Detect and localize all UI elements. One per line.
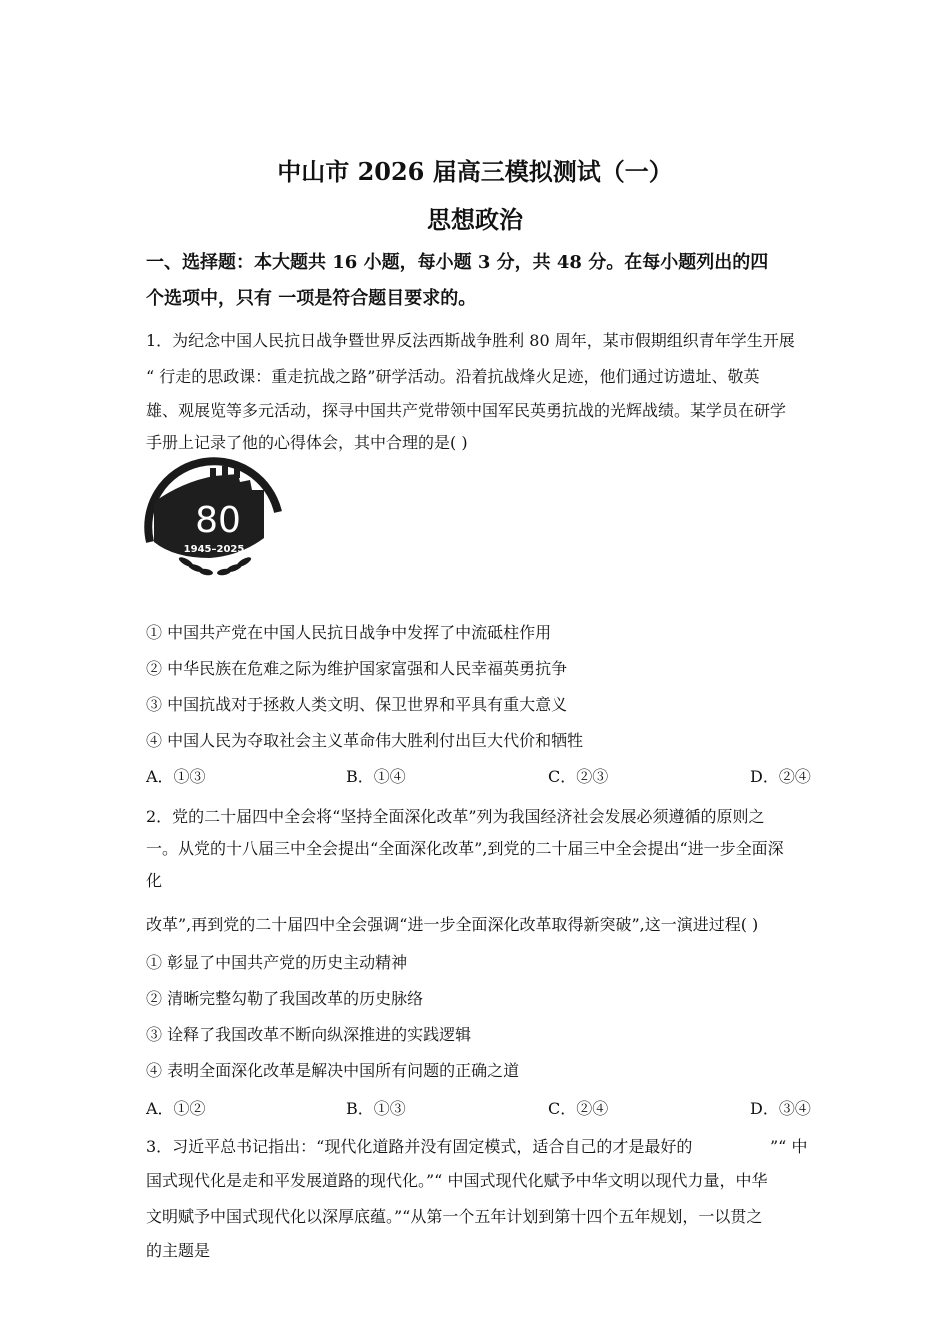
q2-stem-line-2: 一。从党的十八届三中全会提出“全面深化改革”,到党的二十届三中全会提出“进一步全面深 (146, 839, 784, 858)
q3-stem-line-2: 国式现代化是走和平发展道路的现代化。”“ 中国式现代化赋予中华文明以现代力量，中华 (146, 1171, 768, 1190)
q1-statement-3: ③ 中国抗战对于拯救人类文明、保卫世界和平具有重大意义 (146, 695, 568, 714)
q1-statement-1: ① 中国共产党在中国人民抗日战争中发挥了中流砥柱作用 (146, 623, 552, 642)
section-instruction-line-1: 一、选择题：本大题共 16 小题，每小题 3 分，共 48 分。在每小题列出的四 (146, 252, 769, 273)
q3-stem-line-4: 的主题是 (146, 1241, 211, 1260)
q1-option-b[interactable]: B．①④ (346, 767, 406, 786)
q3-stem-line-3: 文明赋予中国式现代化以深厚底蕴。”“从第一个五年计划到第十四个五年规划，一以贯之 (146, 1207, 763, 1226)
q2-option-d[interactable]: D．③④ (750, 1099, 811, 1118)
q1-stem-line-4: 手册上记录了他的心得体会，其中合理的是( ) (146, 433, 468, 452)
q2-stem-line-1: 2．党的二十届四中全会将“坚持全面深化改革”列为我国经济社会发展必须遵循的原则之 (146, 807, 765, 826)
q2-statement-1: ① 彰显了中国共产党的历史主动精神 (146, 953, 408, 972)
q3-stem-line-1-end: ”“ 中 (770, 1137, 808, 1156)
logo-years: 1945–2025 (183, 544, 245, 555)
q2-stem-line-4: 改革”,再到党的二十届四中全会强调“进一步全面深化改革取得新突破”,这一演进过程( ) (146, 915, 759, 934)
q1-stem-line-3: 雄、观展览等多元活动，探寻中国共产党带领中国军民英勇抗战的光辉战绩。某学员在研学 (146, 401, 787, 420)
q2-statement-2: ② 清晰完整勾勒了我国改革的历史脉络 (146, 989, 424, 1008)
q3-stem-line-1: 3．习近平总书记指出：“现代化道路并没有固定模式，适合自己的才是最好的 (146, 1137, 693, 1156)
logo-number: 80 (195, 500, 241, 541)
q2-option-b[interactable]: B．①③ (346, 1099, 406, 1118)
q2-statement-4: ④ 表明全面深化改革是解决中国所有问题的正确之道 (146, 1061, 520, 1080)
q1-statement-4: ④ 中国人民为夺取社会主义革命伟大胜利付出巨大代价和牺牲 (146, 731, 584, 750)
subject-title: 思想政治 (427, 205, 523, 234)
exam-title: 中山市 2026 届高三模拟测试（一） (277, 157, 673, 186)
q1-statement-2: ② 中华民族在危难之际为维护国家富强和人民幸福英勇抗争 (146, 659, 568, 678)
q1-stem-line-2: “ 行走的思政课：重走抗战之路”研学活动。沿着抗战烽火足迹，他们通过访遗址、敬英 (146, 367, 760, 386)
q1-option-d[interactable]: D．②④ (750, 767, 811, 786)
laurel-branches (178, 555, 253, 576)
q2-option-a[interactable]: A．①② (146, 1099, 206, 1118)
q2-statement-3: ③ 诠释了我国改革不断向纵深推进的实践逻辑 (146, 1025, 472, 1044)
q1-stem-line-1: 1．为纪念中国人民抗日战争暨世界反法西斯战争胜利 80 周年，某市假期组织青年学生开展 (146, 331, 795, 350)
q2-stem-line-3: 化 (146, 871, 163, 890)
anniversary-80-logo (140, 446, 290, 578)
q1-option-a[interactable]: A．①③ (146, 767, 206, 786)
q1-option-c[interactable]: C．②③ (548, 767, 609, 786)
q2-option-c[interactable]: C．②④ (548, 1099, 609, 1118)
section-instruction-line-2: 个选项中，只有 一项是符合题目要求的。 (146, 288, 477, 309)
